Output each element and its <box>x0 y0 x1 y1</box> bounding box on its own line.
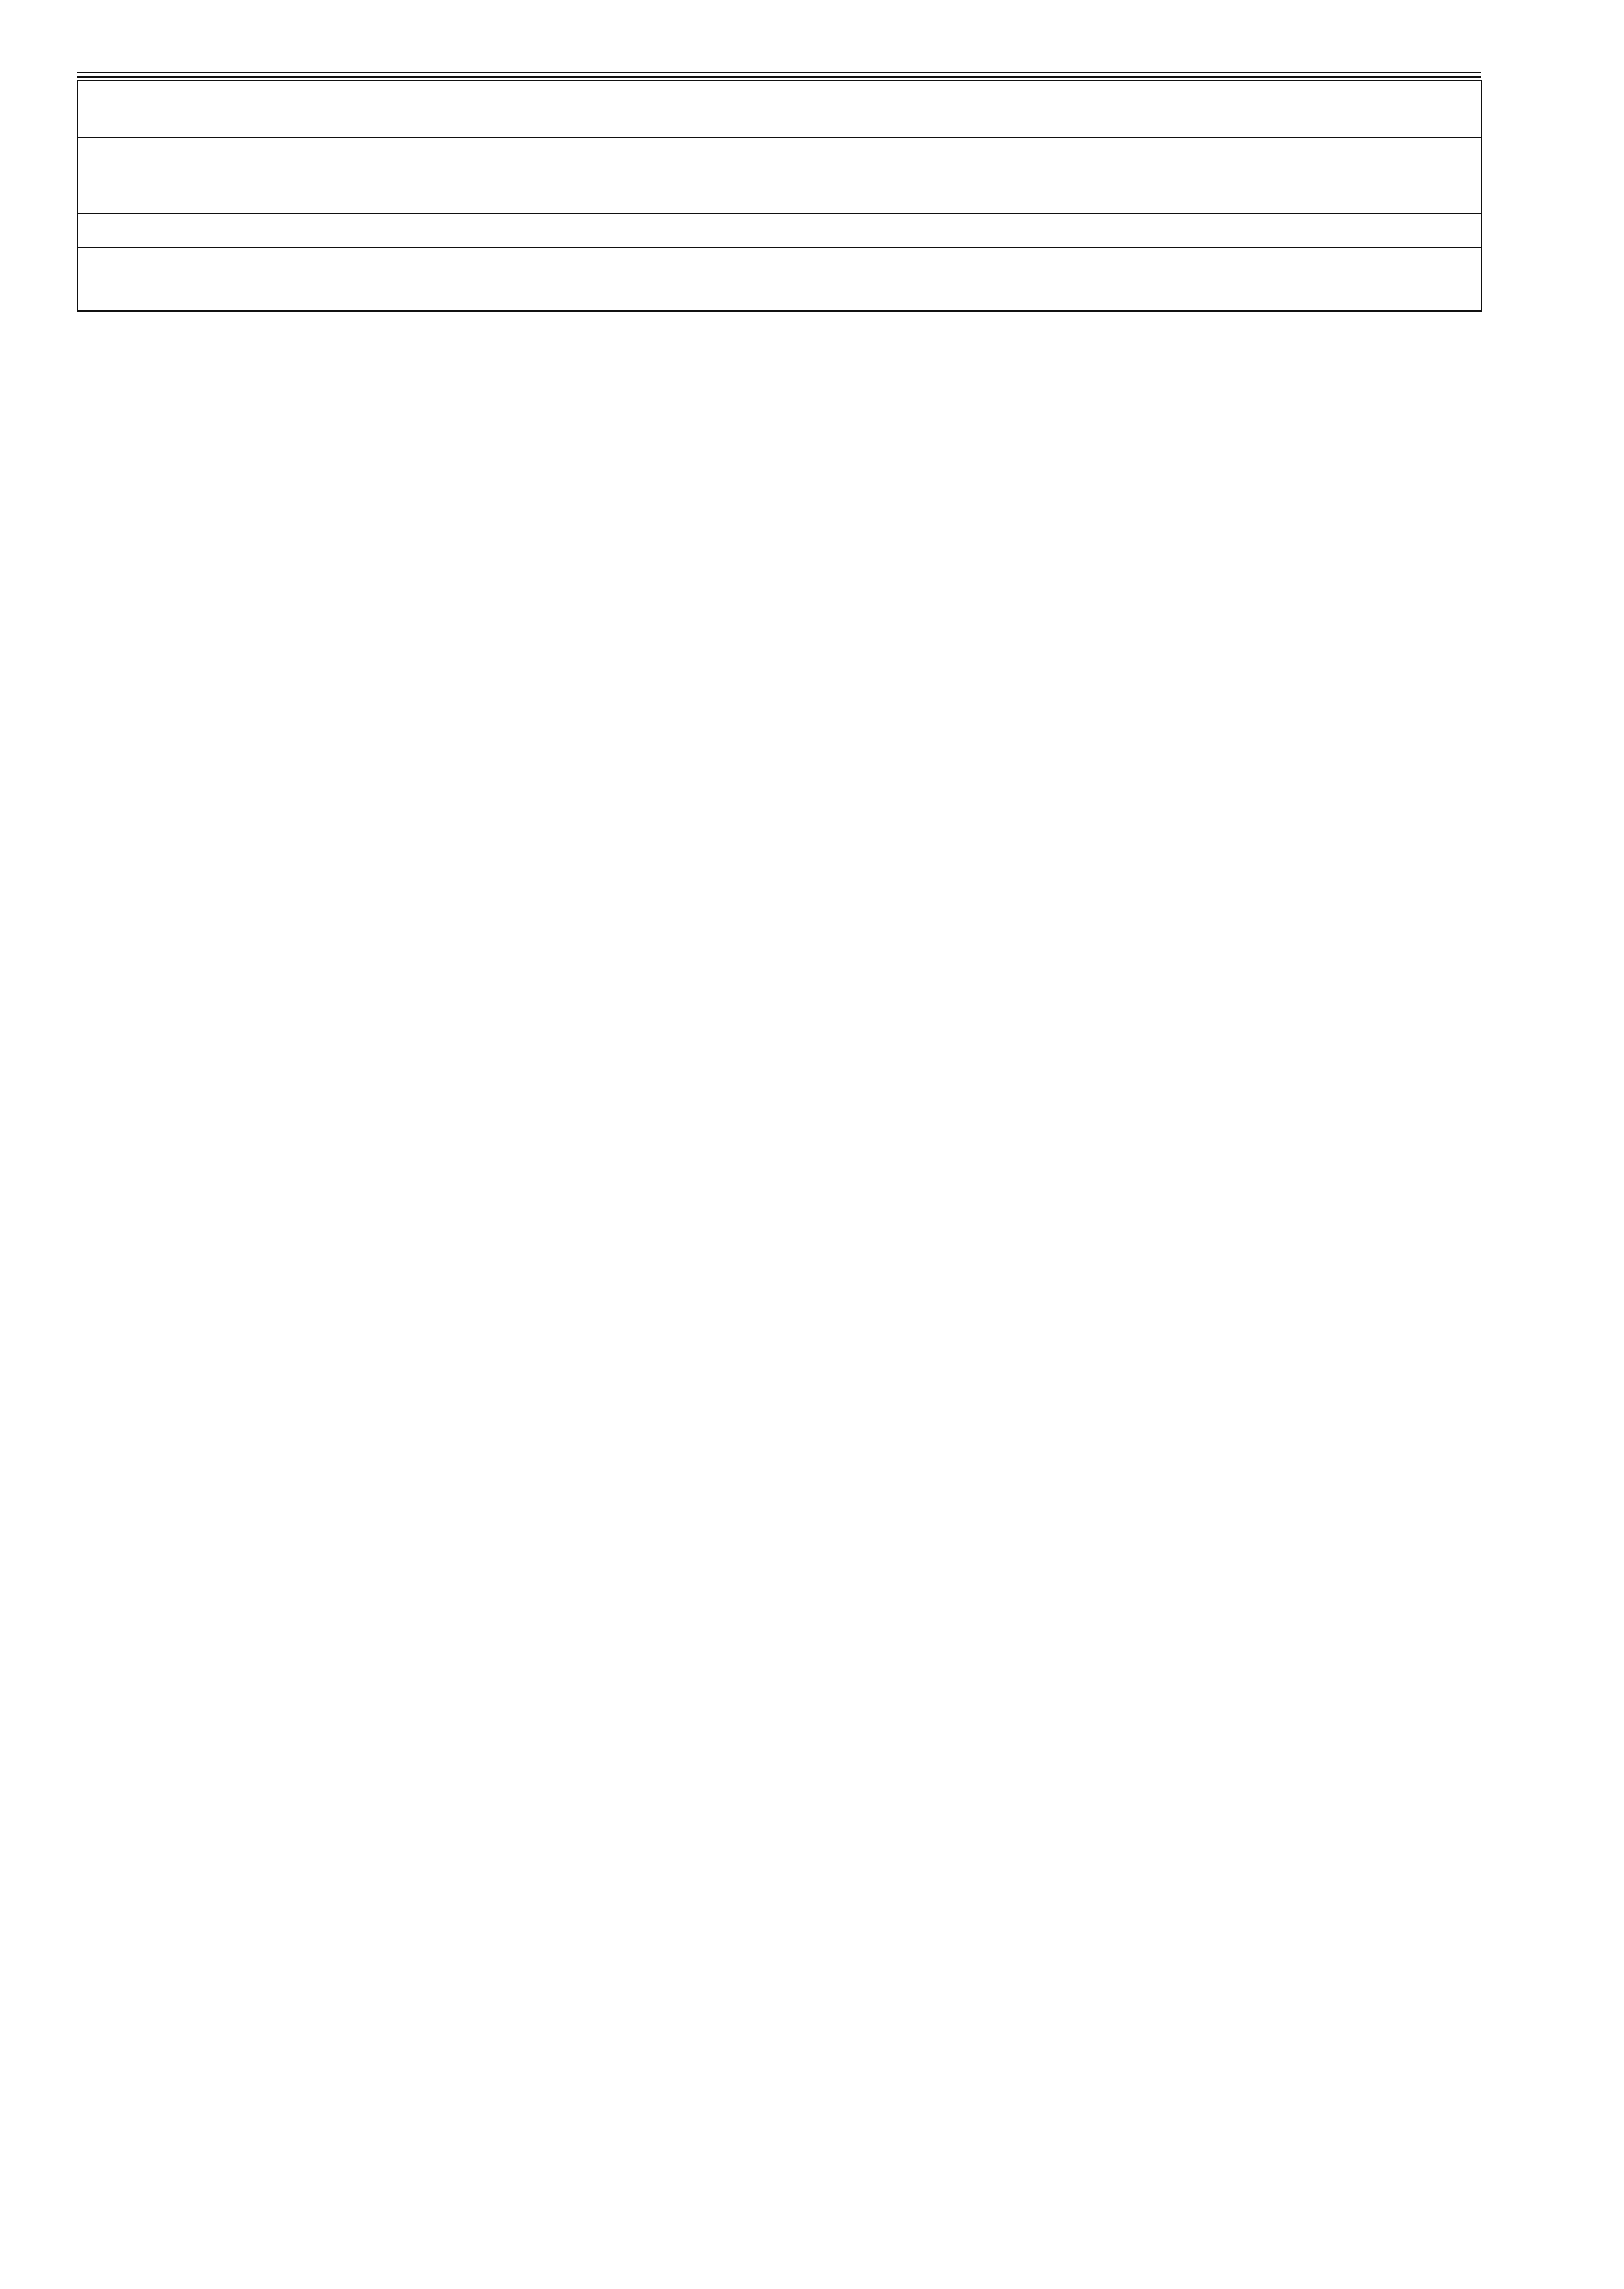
header-rule <box>77 72 1481 73</box>
unit-row <box>78 213 1481 247</box>
header-rule <box>77 76 1481 78</box>
rates-table <box>77 80 1482 312</box>
section-title <box>78 80 1481 138</box>
table-title <box>78 138 1481 213</box>
table-description <box>78 247 1481 311</box>
